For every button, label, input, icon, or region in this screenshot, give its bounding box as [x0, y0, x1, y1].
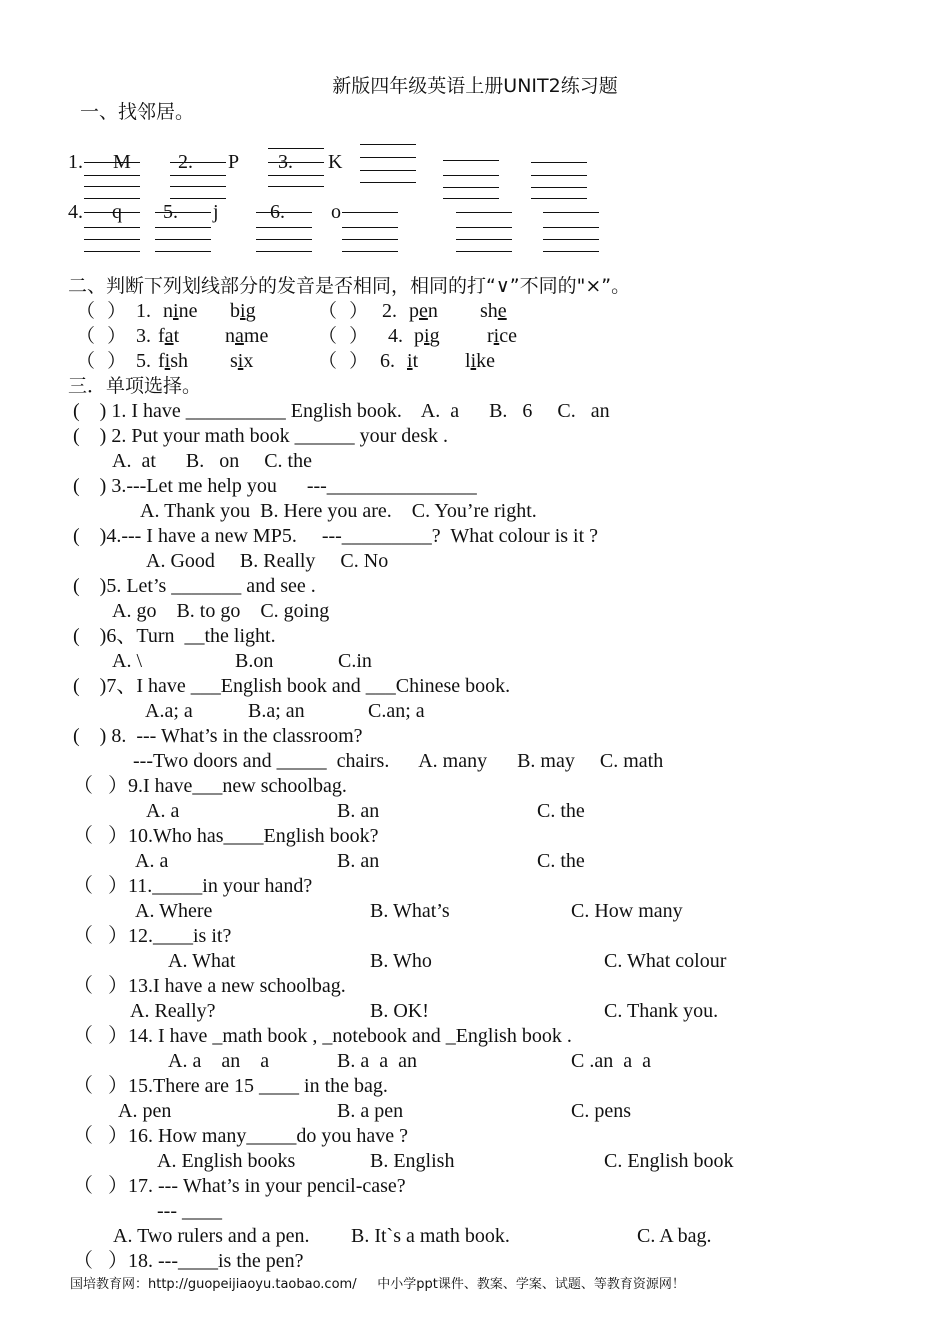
q4-line: ( )4.--- I have a new MP5. ---_________? What colour is it ? — [73, 525, 599, 547]
s1-row1-num1: 1. — [68, 151, 83, 173]
q10-option-b: B. an — [337, 850, 380, 872]
q17-option-c: C. A bag. — [637, 1225, 712, 1247]
s1-row2-letter5: j — [213, 201, 219, 223]
s2-word2-4: rice — [487, 325, 517, 347]
s2-num-4: 4. — [388, 325, 403, 347]
q16-line: （ ）16. How many_____do you have ? — [73, 1125, 408, 1147]
q9-line: （ ）9.I have___new schoolbag. — [73, 775, 347, 797]
q16-option-b: B. English — [370, 1150, 455, 1172]
q11-option-b: B. What’s — [370, 900, 450, 922]
q1-line: ( ) 1. I have __________ English book. A. a B. 6 C. an — [73, 400, 610, 422]
q6-option-c: C.in — [338, 650, 372, 672]
q13-option-b: B. OK! — [370, 1000, 429, 1022]
q5-line: ( )5. Let’s _______ and see . — [73, 575, 316, 597]
s2-word1-3: fat — [158, 325, 180, 347]
q6-option-b: B.on — [235, 650, 274, 672]
q13-option-c: C. Thank you. — [604, 1000, 719, 1022]
s2-word2-5: six — [230, 350, 254, 372]
section1-heading: 一、找邻居。 — [80, 101, 195, 123]
s1-row1-num3: 3. — [278, 151, 293, 173]
s2-word2-2: she — [480, 300, 507, 322]
q5-options: A. go B. to go C. going — [112, 600, 330, 622]
s2-paren-3: （ ） — [76, 325, 127, 347]
q15-line: （ ）15.There are 15 ____ in the bag. — [73, 1075, 388, 1097]
q7-option-c: C.an; a — [368, 700, 425, 722]
q14-option-b: B. a a an — [337, 1050, 417, 1072]
q15-option-b: B. a pen — [337, 1100, 404, 1122]
s2-word1-1: nine — [163, 300, 198, 322]
q14-option-c: C .an a a — [571, 1050, 651, 1072]
s2-word2-6: like — [465, 350, 496, 372]
q6-option-a: A. \ — [112, 650, 142, 672]
s2-num-1: 1. — [136, 300, 151, 322]
s2-word2-3: name — [225, 325, 269, 347]
q2-options: A. at B. on C. the — [112, 450, 312, 472]
q11-option-a: A. Where — [135, 900, 213, 922]
s2-word1-2: pen — [409, 300, 438, 322]
q18-line: （ ）18. ---____is the pen? — [73, 1250, 304, 1272]
q16-option-c: C. English book — [604, 1150, 734, 1172]
q12-option-c: C. What colour — [604, 950, 727, 972]
s2-paren-5: （ ） — [76, 350, 127, 372]
s2-paren-6: （ ） — [318, 350, 369, 372]
q17-answer-line: --- ____ — [157, 1200, 222, 1222]
q9-option-b: B. an — [337, 800, 380, 822]
q15-option-c: C. pens — [571, 1100, 631, 1122]
s2-num-2: 2. — [382, 300, 397, 322]
s1-row2-num6: 6. — [270, 201, 285, 223]
q12-line: （ ）12.____is it? — [73, 925, 232, 947]
q7-line: ( )7、I have ___English book and ___Chinese book. — [73, 675, 511, 697]
q11-option-c: C. How many — [571, 900, 683, 922]
q9-option-a: A. a — [146, 800, 180, 822]
s2-word1-4: pig — [414, 325, 440, 347]
s2-paren-2: （ ） — [318, 300, 369, 322]
section3-heading: 三．单项选择。 — [68, 375, 202, 397]
q3-line: ( ) 3.---Let me help you ---_______________ — [73, 475, 477, 497]
q10-option-c: C. the — [537, 850, 585, 872]
s2-word2-1: big — [230, 300, 256, 322]
q12-option-b: B. Who — [370, 950, 432, 972]
page-title: 新版四年级英语上册UNIT2练习题 — [332, 75, 618, 97]
s1-row2-num5: 5. — [163, 201, 178, 223]
s1-row1-num2: 2. — [178, 151, 193, 173]
q14-option-a: A. a an a — [168, 1050, 270, 1072]
q4-options: A. Good B. Really C. No — [146, 550, 389, 572]
q10-line: （ ）10.Who has____English book? — [73, 825, 379, 847]
s1-row1-letter2: P — [228, 151, 240, 173]
q14-line: （ ）14. I have _math book , _notebook and _English book . — [73, 1025, 572, 1047]
s2-num-5: 5. — [136, 350, 151, 372]
s1-row2-letter4: q — [112, 201, 122, 223]
q9-option-c: C. the — [537, 800, 585, 822]
section2-heading: 二、判断下列划线部分的发音是否相同，相同的打“∨”不同的"×”。 — [68, 275, 631, 297]
s1-row2-letter6: o — [331, 201, 341, 223]
q13-line: （ ）13.I have a new schoolbag. — [73, 975, 346, 997]
q8-answer-line: ---Two doors and _____ chairs. A. many B. may C. math — [133, 750, 664, 772]
q8-line: ( ) 8. --- What’s in the classroom? — [73, 725, 363, 747]
q10-option-a: A. a — [135, 850, 169, 872]
footer-text: 国培教育网：http://guopeijiaoyu.taobao.com/ 中小学ppt课件、教案、学案、试题、等教育资源网！ — [70, 1277, 685, 1292]
q17-option-b: B. It`s a math book. — [351, 1225, 510, 1247]
s2-paren-4: （ ） — [318, 325, 369, 347]
s1-row1-letter1: M — [113, 151, 131, 173]
s2-word1-5: fish — [158, 350, 189, 372]
q11-line: （ ）11._____in your hand? — [73, 875, 313, 897]
s2-num-3: 3. — [136, 325, 151, 347]
q17-line: （ ）17. --- What’s in your pencil-case? — [73, 1175, 406, 1197]
q2-line: ( ) 2. Put your math book ______ your desk . — [73, 425, 448, 447]
s2-paren-1: （ ） — [76, 300, 127, 322]
s2-word1-6: it — [407, 350, 419, 372]
q12-option-a: A. What — [168, 950, 236, 972]
q3-options: A. Thank you B. Here you are. C. You’re right. — [140, 500, 537, 522]
q15-option-a: A. pen — [118, 1100, 172, 1122]
q13-option-a: A. Really? — [130, 1000, 216, 1022]
q7-option-a: A.a; a — [145, 700, 193, 722]
s2-num-6: 6. — [380, 350, 395, 372]
q7-option-b: B.a; an — [248, 700, 305, 722]
q16-option-a: A. English books — [157, 1150, 296, 1172]
s1-row2-num4: 4. — [68, 201, 83, 223]
s1-row1-letter3: K — [328, 151, 343, 173]
q17-option-a: A. Two rulers and a pen. — [113, 1225, 310, 1247]
q6-line: ( )6、Turn __the light. — [73, 625, 276, 647]
